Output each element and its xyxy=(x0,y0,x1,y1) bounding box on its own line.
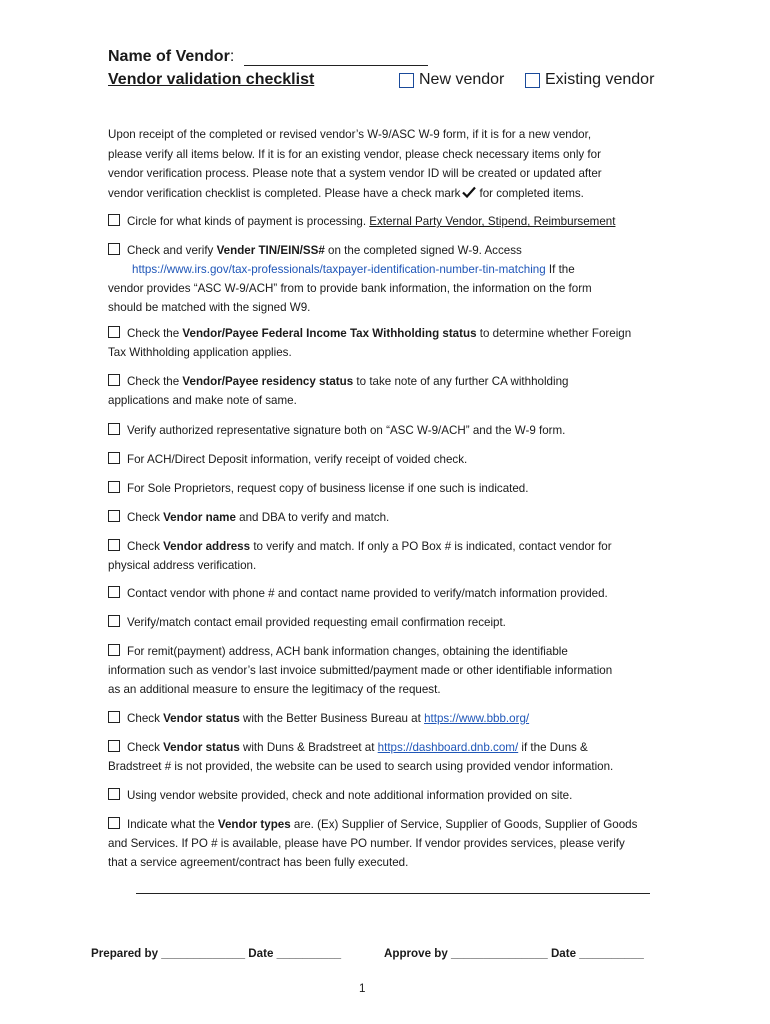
existing-vendor-label: Existing vendor xyxy=(545,71,655,88)
item-checkbox[interactable] xyxy=(108,586,120,598)
checklist-item-bbb-status: Check Vendor status with the Better Business Bureau at https://www.bbb.org/ xyxy=(108,709,680,728)
checklist-item-tin-verify: Check and verify Vender TIN/EIN/SS# on the completed signed W-9. Access https://www.irs.gov/tax-professionals/taxpayer-identification-number-tin-matching If the vendor provides “ASC W-9/ACH” from to provide bank information, the information on the form should be matched with the signed W9. xyxy=(108,244,592,314)
approve-by-field[interactable]: Approve by _______________ Date __________ xyxy=(384,947,644,960)
vendor-name-label: Name of Vendor: xyxy=(108,48,235,65)
item-checkbox[interactable] xyxy=(108,452,120,464)
item-checkbox[interactable] xyxy=(108,615,120,627)
checklist-item-vendor-types: Indicate what the Vendor types are. (Ex) Supplier of Service, Supplier of Goods, Supplier of Goods and Services. If PO # is available, please have PO number. If vendor provides services, please verify that a service agreement/contract has been fully executed. xyxy=(108,818,638,869)
item-checkbox[interactable] xyxy=(108,243,120,255)
existing-vendor-checkbox[interactable] xyxy=(525,73,540,88)
irs-tin-matching-link[interactable]: https://www.irs.gov/tax-professionals/taxpayer-identification-number-tin-matching xyxy=(132,263,546,276)
item-checkbox[interactable] xyxy=(108,326,120,338)
new-vendor-checkbox[interactable] xyxy=(399,73,414,88)
checklist-item-vendor-address: Check Vendor address to verify and match. If only a PO Box # is indicated, contact vendor for physical address verification. xyxy=(108,540,612,572)
checklist-item-ach: For ACH/Direct Deposit information, verify receipt of voided check. xyxy=(108,450,680,469)
checklist-item-tax-withholding: Check the Vendor/Payee Federal Income Tax Withholding status to determine whether Foreign Tax Withholding application applies. xyxy=(108,327,632,359)
checklist-item-dnb-status: Check Vendor status with Duns & Bradstreet at https://dashboard.dnb.com/ if the Duns & Bradstreet # is not provided, the website can be used to search using provided vendor information. xyxy=(108,741,614,773)
checklist-item-vendor-website: Using vendor website provided, check and note additional information provided on site. xyxy=(108,786,680,805)
vendor-name-field-line[interactable] xyxy=(244,65,428,66)
checklist-item-payment-kind: Circle for what kinds of payment is processing. External Party Vendor, Stipend, Reimbursement xyxy=(108,212,680,231)
item-checkbox[interactable] xyxy=(108,374,120,386)
existing-vendor-option[interactable] xyxy=(525,71,654,89)
checklist-item-sole-proprietor: For Sole Proprietors, request copy of business license if one such is indicated. xyxy=(108,479,680,498)
page-title: Vendor validation checklist xyxy=(108,71,315,88)
new-vendor-label: New vendor xyxy=(419,71,505,88)
separator-line xyxy=(136,893,650,894)
item-checkbox[interactable] xyxy=(108,817,120,829)
intro-paragraph: Upon receipt of the completed or revised vendor’s W-9/ASC W-9 form, if it is for a new vendor, please verify all items below. If it is for an existing vendor, please check necessary items only for vendor verification process. Please note that a system vendor ID will be created or updated after vendor verification checklist is completed. Please have a check mark for completed items. xyxy=(108,128,602,200)
item-checkbox[interactable] xyxy=(108,644,120,656)
prepared-by-field[interactable]: Prepared by _____________ Date __________ xyxy=(91,947,342,960)
new-vendor-option[interactable] xyxy=(399,71,504,89)
item-checkbox[interactable] xyxy=(108,711,120,723)
item-checkbox[interactable] xyxy=(108,423,120,435)
checklist-item-residency: Check the Vendor/Payee residency status to take note of any further CA withholding applications and make note of same. xyxy=(108,375,569,407)
page-number: 1 xyxy=(359,982,366,995)
dnb-link[interactable]: https://dashboard.dnb.com/ xyxy=(377,741,519,754)
bbb-link[interactable]: https://www.bbb.org/ xyxy=(424,712,530,725)
item-checkbox[interactable] xyxy=(108,510,120,522)
checklist-item-signature: Verify authorized representative signature both on “ASC W-9/ACH” and the W-9 form. xyxy=(108,421,680,440)
checklist-item-contact-phone: Contact vendor with phone # and contact name provided to verify/match information provided. xyxy=(108,584,680,603)
item-checkbox[interactable] xyxy=(108,740,120,752)
checklist-item-remit-address: For remit(payment) address, ACH bank information changes, obtaining the identifiable information such as vendor’s last invoice submitted/payment made or other identifiable information as an additional measure to ensure the legitimacy of the request. xyxy=(108,645,613,696)
checklist-item-vendor-name: Check Vendor name and DBA to verify and match. xyxy=(108,508,680,527)
item-checkbox[interactable] xyxy=(108,788,120,800)
item-checkbox[interactable] xyxy=(108,539,120,551)
item-checkbox[interactable] xyxy=(108,214,120,226)
item-checkbox[interactable] xyxy=(108,481,120,493)
checklist-item-contact-email: Verify/match contact email provided requesting email confirmation receipt. xyxy=(108,613,680,632)
check-mark-icon xyxy=(462,186,476,198)
